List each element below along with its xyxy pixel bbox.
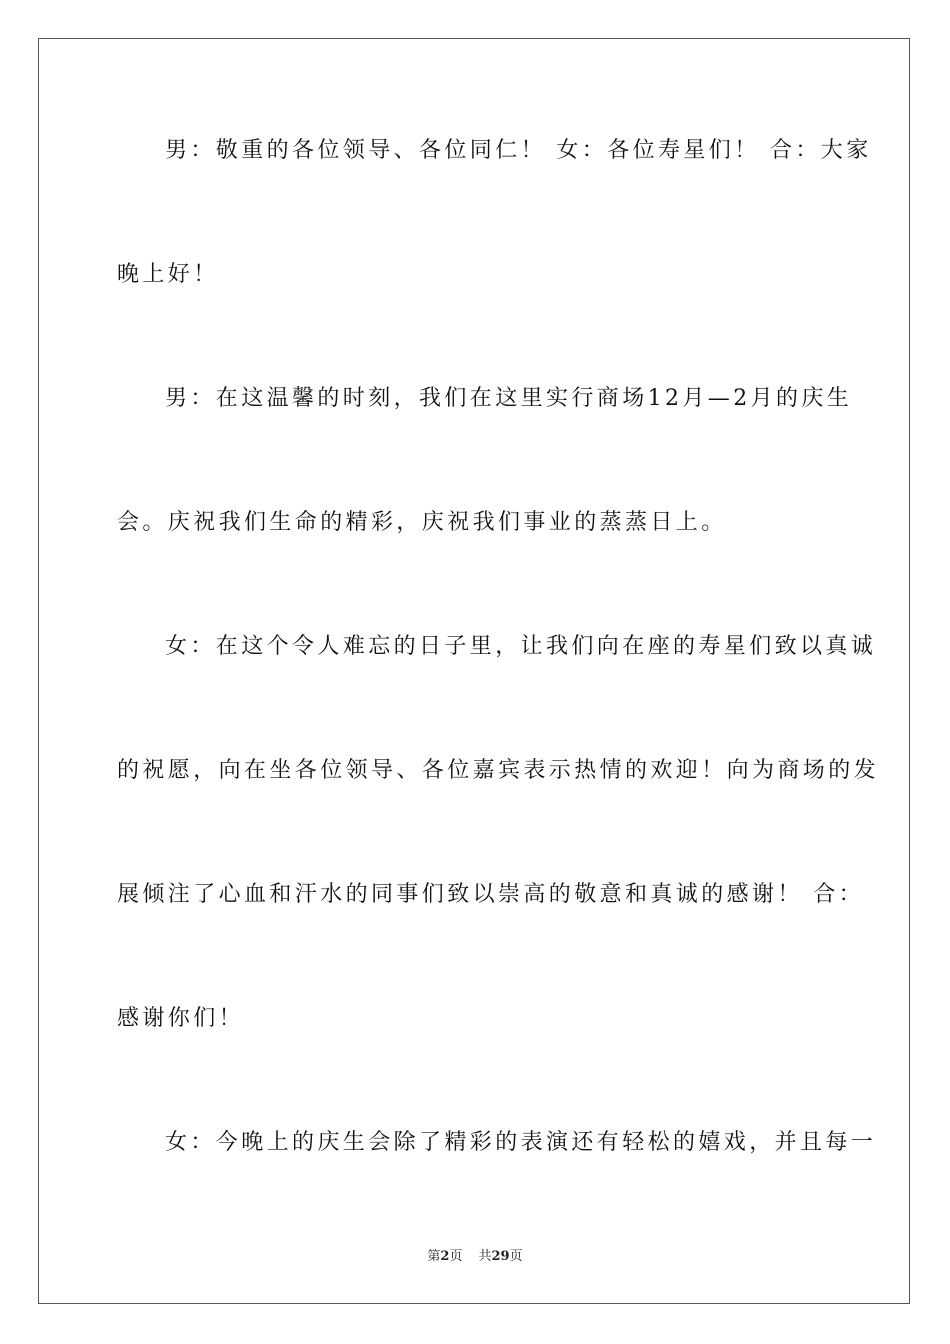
total-prefix: 共 xyxy=(478,1249,492,1264)
paragraph-line-4: 会。庆祝我们生命的精彩，庆祝我们事业的蒸蒸日上。 xyxy=(117,510,727,535)
page-suffix: 页 xyxy=(449,1249,463,1264)
total-suffix: 页 xyxy=(509,1249,523,1264)
page-border xyxy=(38,38,910,1304)
paragraph-line-7: 展倾注了心血和汗水的同事们致以崇高的敬意和真诚的感谢！ 合： xyxy=(117,882,864,907)
paragraph-line-6: 的祝愿，向在坐各位领导、各位嘉宾表示热情的欢迎！向为商场的发 xyxy=(117,758,880,783)
paragraph-line-1: 男：敬重的各位领导、各位同仁！ 女：各位寿星们！ 合：大家 xyxy=(165,138,872,163)
page-footer xyxy=(0,1248,950,1266)
total-pages: 29 xyxy=(491,1249,510,1264)
paragraph-line-8: 感谢你们！ xyxy=(117,1006,245,1031)
paragraph-line-3: 男：在这温馨的时刻，我们在这里实行商场12月—2月的庆生 xyxy=(165,386,853,411)
page-number: 2 xyxy=(440,1249,450,1264)
paragraph-line-9: 女：今晚上的庆生会除了精彩的表演还有轻松的嬉戏，并且每一 xyxy=(165,1130,877,1155)
page-prefix: 第 xyxy=(427,1249,441,1264)
paragraph-line-5: 女：在这个令人难忘的日子里，让我们向在座的寿星们致以真诚 xyxy=(165,634,877,659)
paragraph-line-2: 晚上好！ xyxy=(117,262,219,287)
